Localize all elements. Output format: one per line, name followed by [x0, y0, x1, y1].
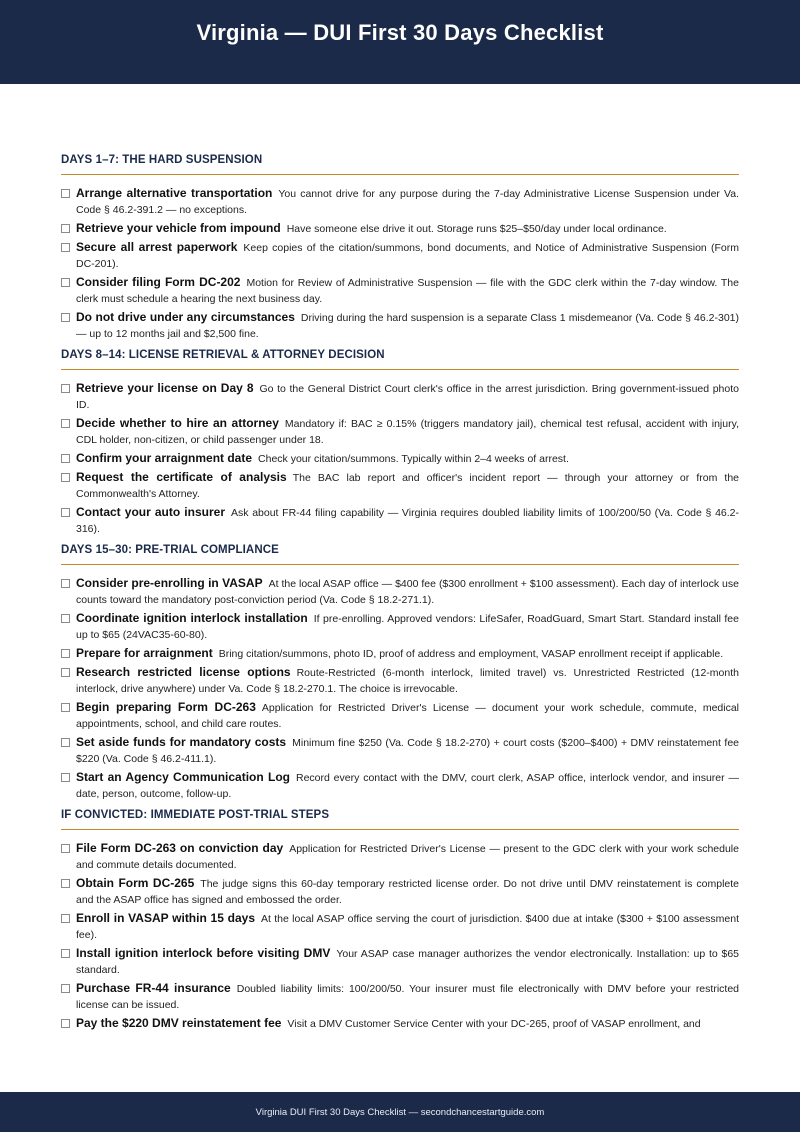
item-title: Decide whether to hire an attorney — [76, 416, 279, 430]
checklist-item — [61, 185, 739, 218]
item-title: Pay the $220 DMV reinstatement fee — [76, 1016, 282, 1030]
item-title: Secure all arrest paperwork — [76, 240, 238, 254]
checklist-item — [61, 309, 739, 342]
item-text — [76, 239, 739, 272]
item-title: Arrange alternative transportation — [76, 186, 273, 200]
item-title: Research restricted license options — [76, 665, 291, 679]
item-text — [76, 450, 739, 467]
checklist-item — [61, 415, 739, 448]
checkbox[interactable] — [61, 844, 70, 853]
checkbox[interactable] — [61, 384, 70, 393]
item-text — [76, 769, 739, 802]
section-title: DAYS 15–30: PRE-TRIAL COMPLIANCE — [61, 544, 739, 565]
checkbox[interactable] — [61, 914, 70, 923]
checklist-item — [61, 769, 739, 802]
item-title: Retrieve your license on Day 8 — [76, 381, 254, 395]
checklist-item — [61, 450, 739, 467]
checkbox[interactable] — [61, 984, 70, 993]
item-description: If pre-enrolling. Approved vendors: LifeSafer, RoadGuard, Smart Start. Standard install fee up to $65 (24VAC35-60-80). — [76, 613, 739, 641]
item-description: Bring citation/summons, photo ID, proof of address and employment, VASAP enrollment receipt if applicable. — [218, 648, 724, 660]
item-title: Install ignition interlock before visiting DMV — [76, 946, 331, 960]
checklist-section — [61, 349, 739, 537]
item-title: Purchase FR-44 insurance — [76, 981, 231, 995]
checklist-item — [61, 504, 739, 537]
page-header — [0, 0, 800, 84]
item-title: Do not drive under any circumstances — [76, 310, 295, 324]
checklist-item — [61, 645, 739, 662]
item-text — [76, 645, 739, 662]
item-description: At the local ASAP office — $400 fee ($300 enrollment + $100 assessment). Each day of interlock use counts toward the mandatory post-conviction period (Va. Code § 18.2-271.1). — [76, 578, 739, 606]
section-title: DAYS 1–7: THE HARD SUSPENSION — [61, 154, 739, 175]
item-description: Application for Restricted Driver's License — present to the GDC clerk with your work schedule and commute details documented. — [76, 843, 739, 871]
checklist-item — [61, 610, 739, 643]
checklist-section — [61, 154, 739, 342]
page-footer — [0, 1092, 800, 1132]
item-text — [76, 910, 739, 943]
checklist-item — [61, 910, 739, 943]
checklist-item — [61, 469, 739, 502]
item-title: Coordinate ignition interlock installation — [76, 611, 308, 625]
item-text — [76, 664, 739, 697]
checklist-item — [61, 1015, 739, 1032]
checklist-item — [61, 699, 739, 732]
checkbox[interactable] — [61, 773, 70, 782]
item-text — [76, 875, 739, 908]
item-description: Keep copies of the citation/summons, bond documents, and Notice of Administrative Suspension (Form DC-201). — [76, 242, 740, 270]
item-title: Contact your auto insurer — [76, 505, 225, 519]
item-text — [76, 945, 739, 978]
footer-text: Virginia DUI First 30 Days Checklist — secondchancestartguide.com — [255, 1106, 545, 1118]
checkbox[interactable] — [61, 419, 70, 428]
item-description: At the local ASAP office serving the court of jurisdiction. $400 due at intake ($300 + $100 assessment fee). — [76, 913, 739, 941]
item-text — [76, 734, 739, 767]
item-title: Consider pre-enrolling in VASAP — [76, 576, 263, 590]
checklist-section — [61, 544, 739, 802]
item-title: File Form DC-263 on conviction day — [76, 841, 284, 855]
item-text — [76, 469, 739, 502]
checkbox[interactable] — [61, 949, 70, 958]
item-title: Begin preparing Form DC-263 — [76, 700, 256, 714]
item-title: Start an Agency Communication Log — [76, 770, 290, 784]
checklist-item — [61, 575, 739, 608]
item-text — [76, 610, 739, 643]
checkbox[interactable] — [61, 243, 70, 252]
checkbox[interactable] — [61, 668, 70, 677]
item-description: Check your citation/summons. Typically within 2–4 weeks of arrest. — [258, 453, 569, 465]
item-title: Consider filing Form DC-202 — [76, 275, 241, 289]
item-title: Enroll in VASAP within 15 days — [76, 911, 255, 925]
item-title: Retrieve your vehicle from impound — [76, 221, 281, 235]
checkbox[interactable] — [61, 579, 70, 588]
item-text — [76, 840, 739, 873]
checkbox[interactable] — [61, 313, 70, 322]
checkbox[interactable] — [61, 473, 70, 482]
item-description: Minimum fine $250 (Va. Code § 18.2-270) + court costs ($200–$400) + DMV reinstatement fee $220 (Va. Code § 46.2-411.1). — [76, 737, 739, 765]
checkbox[interactable] — [61, 738, 70, 747]
checklist-item — [61, 274, 739, 307]
checkbox[interactable] — [61, 879, 70, 888]
item-text — [76, 504, 739, 537]
item-text — [76, 699, 739, 732]
item-description: Visit a DMV Customer Service Center with your DC-265, proof of VASAP enrollment, and — [287, 1018, 701, 1030]
item-description: Application for Restricted Driver's License — document your work schedule, commute, medical appointments, school, and child care routes. — [76, 702, 740, 730]
page-title: Virginia — DUI First 30 Days Checklist — [196, 20, 604, 45]
checklist-section — [61, 809, 739, 1032]
checklist-item — [61, 840, 739, 873]
item-text — [76, 980, 739, 1013]
item-description: Record every contact with the DMV, court clerk, ASAP office, interlock vendor, and insurer — date, person, outcome, follow-up. — [76, 772, 739, 800]
item-title: Prepare for arraignment — [76, 646, 213, 660]
item-description: Motion for Review of Administrative Suspension — file with the GDC clerk within the 7-day window. The clerk must schedule a hearing the next business day. — [76, 277, 739, 305]
item-description: Driving during the hard suspension is a separate Class 1 misdemeanor (Va. Code § 46.2-301) — up to 12 months jail and $2,500 fine. — [76, 312, 739, 340]
checkbox[interactable] — [61, 189, 70, 198]
checkbox[interactable] — [61, 508, 70, 517]
checkbox[interactable] — [61, 649, 70, 658]
item-text — [76, 575, 739, 608]
checkbox[interactable] — [61, 224, 70, 233]
item-description: Mandatory if: BAC ≥ 0.15% (triggers mandatory jail), chemical test refusal, accident with injury, CDL holder, non-citizen, or child passenger under 18. — [76, 418, 739, 446]
checklist-content — [61, 154, 739, 1034]
item-text — [76, 309, 739, 342]
item-description: The BAC lab report and officer's incident report — through your attorney or from the Commonwealth's Attorney. — [76, 472, 739, 500]
item-description: Your ASAP case manager authorizes the vendor electronically. Installation: up to $65 standard. — [76, 948, 739, 976]
item-description: Doubled liability limits: 100/200/50. Your insurer must file electronically with DMV before your restricted license can be issued. — [76, 983, 739, 1011]
item-title: Confirm your arraignment date — [76, 451, 253, 465]
checkbox[interactable] — [61, 454, 70, 463]
checklist-item — [61, 945, 739, 978]
item-description: The judge signs this 60-day temporary restricted license order. Do not drive until DMV reinstatement is complete and the ASAP office has signed and embossed the order. — [76, 878, 740, 906]
checklist-item — [61, 220, 739, 237]
item-text — [76, 415, 739, 448]
item-title: Request the certificate of analysis — [76, 470, 287, 484]
section-title: DAYS 8–14: LICENSE RETRIEVAL & ATTORNEY DECISION — [61, 349, 739, 370]
item-title: Set aside funds for mandatory costs — [76, 735, 287, 749]
item-description: Go to the General District Court clerk's office in the arrest jurisdiction. Bring government-issued photo ID. — [76, 383, 739, 411]
checklist-item — [61, 380, 739, 413]
item-description: Ask about FR-44 filing capability — Virginia requires doubled liability limits of 100/200/50 (Va. Code § 46.2-316). — [76, 507, 739, 535]
item-text — [76, 274, 739, 307]
section-title: IF CONVICTED: IMMEDIATE POST-TRIAL STEPS — [61, 809, 739, 830]
item-text — [76, 185, 739, 218]
item-description: You cannot drive for any purpose during the 7-day Administrative License Suspension under Va. Code § 46.2-391.2 — no exceptions. — [76, 188, 739, 216]
checklist-item — [61, 734, 739, 767]
item-text — [76, 380, 739, 413]
checkbox[interactable] — [61, 1019, 70, 1028]
checklist-item — [61, 664, 739, 697]
checkbox[interactable] — [61, 614, 70, 623]
checkbox[interactable] — [61, 278, 70, 287]
item-description: Route-Restricted (6-month interlock, limited travel) vs. Unrestricted Restricted (12-month interlock, drive anywhere) under Va. Code § 18.2-270.1. The choice is irrevocable. — [76, 667, 739, 695]
item-text — [76, 1015, 739, 1032]
item-title: Obtain Form DC-265 — [76, 876, 195, 890]
checklist-item — [61, 239, 739, 272]
checklist-item — [61, 875, 739, 908]
checklist-item — [61, 980, 739, 1013]
checkbox[interactable] — [61, 703, 70, 712]
item-text — [76, 220, 739, 237]
item-description: Have someone else drive it out. Storage runs $25–$50/day under local ordinance. — [286, 223, 667, 235]
